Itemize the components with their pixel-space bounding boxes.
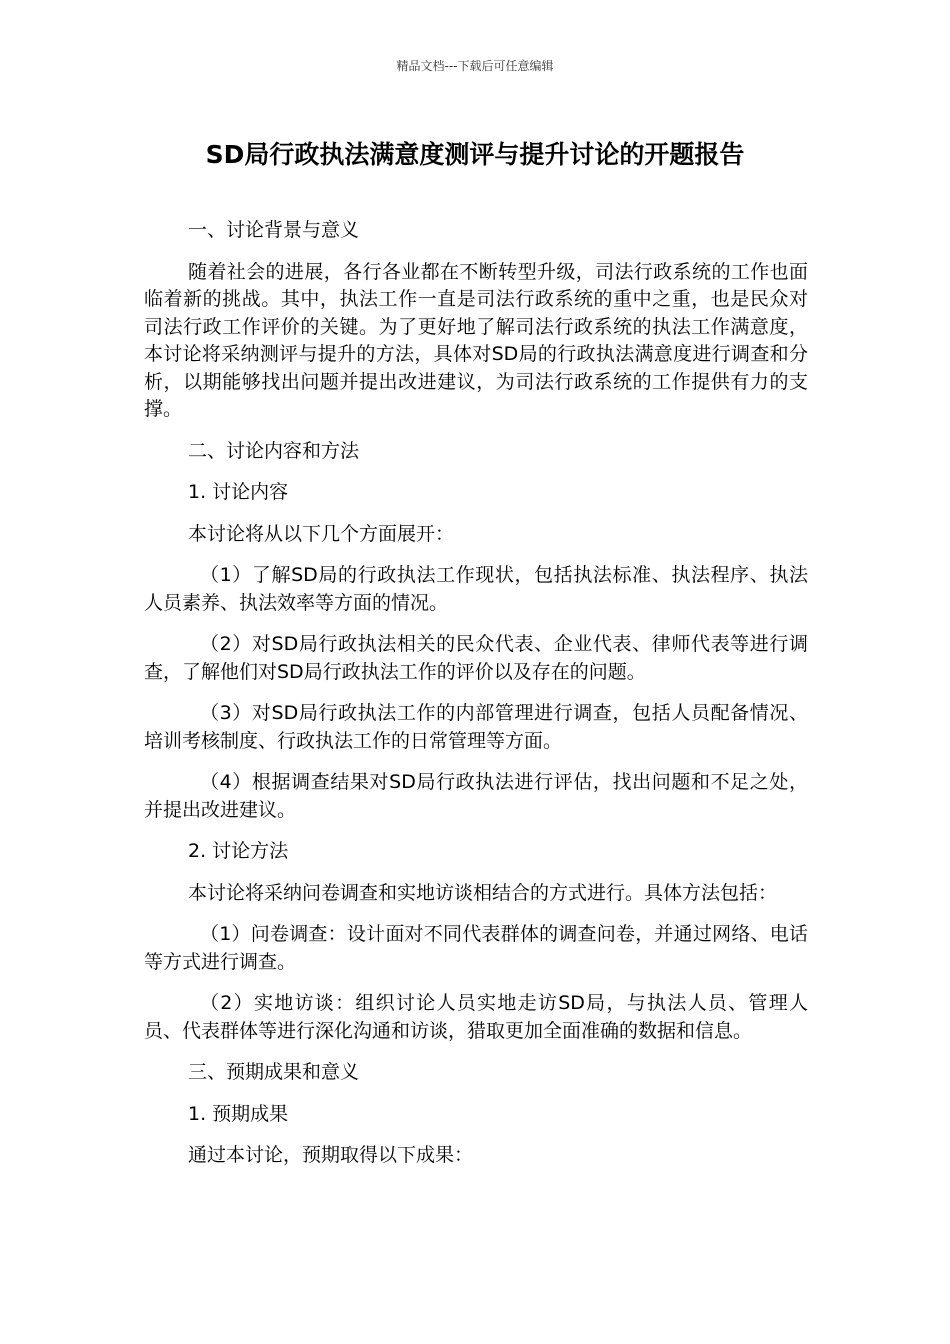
section-heading-content-method: 二、讨论内容和方法 <box>188 439 360 462</box>
paragraph-expected-results-intro: 通过本讨论，预期取得以下成果： <box>188 1144 474 1166</box>
list-item-method-1: （1）问卷调查：设计面对不同代表群体的调查问卷，并通过网络、电话等方式进行调查。 <box>144 923 808 973</box>
list-item-content-2: （2）对SD局行政执法相关的民众代表、企业代表、律师代表等进行调查，了解他们对SD局行政执法工作的评价以及存在的问题。 <box>144 633 808 683</box>
subheading-content: 1. 讨论内容 <box>188 481 289 503</box>
section-heading-expected-results: 三、预期成果和意义 <box>188 1061 360 1083</box>
header-note: 精品文档---下载后可任意编辑 <box>396 59 554 73</box>
paragraph-content-intro: 本讨论将从以下几个方面展开： <box>188 522 455 545</box>
list-item-content-3: （3）对SD局行政执法工作的内部管理进行调查，包括人员配备情况、培训考核制度、行政执法工作的日常管理等方面。 <box>144 702 808 752</box>
paragraph-background: 随着社会的进展，各行各业都在不断转型升级，司法行政系统的工作也面临着新的挑战。其中，执法工作一直是司法行政系统的重中之重，也是民众对司法行政工作评价的关键。为了更好地了解司法行政系统的执法工作满意度，本讨论将采纳测评与提升的方法，具体对SD局的行政执法满意度进行调查和分析，以期能够找出问题并提出改进建议，为司法行政系统的工作提供有力的支撑。 <box>144 260 808 420</box>
list-item-content-1: （1）了解SD局的行政执法工作现状，包括执法标准、执法程序、执法人员素养、执法效率等方面的情况。 <box>144 564 808 614</box>
document-body <box>144 217 808 1184</box>
list-item-method-2: （2）实地访谈：组织讨论人员实地走访SD局，与执法人员、管理人员、代表群体等进行深化沟通和访谈，猎取更加全面准确的数据和信息。 <box>144 992 808 1042</box>
list-item-content-4: （4）根据调查结果对SD局行政执法进行评估，找出问题和不足之处，并提出改进建议。 <box>144 771 808 821</box>
paragraph-method-intro: 本讨论将采纳问卷调查和实地访谈相结合的方式进行。具体方法包括： <box>188 881 778 904</box>
subheading-method: 2. 讨论方法 <box>188 840 289 862</box>
section-heading-background: 一、讨论背景与意义 <box>188 219 360 241</box>
subheading-expected-results: 1. 预期成果 <box>188 1102 289 1125</box>
document-title: SD局行政执法满意度测评与提升讨论的开题报告 <box>205 140 745 169</box>
